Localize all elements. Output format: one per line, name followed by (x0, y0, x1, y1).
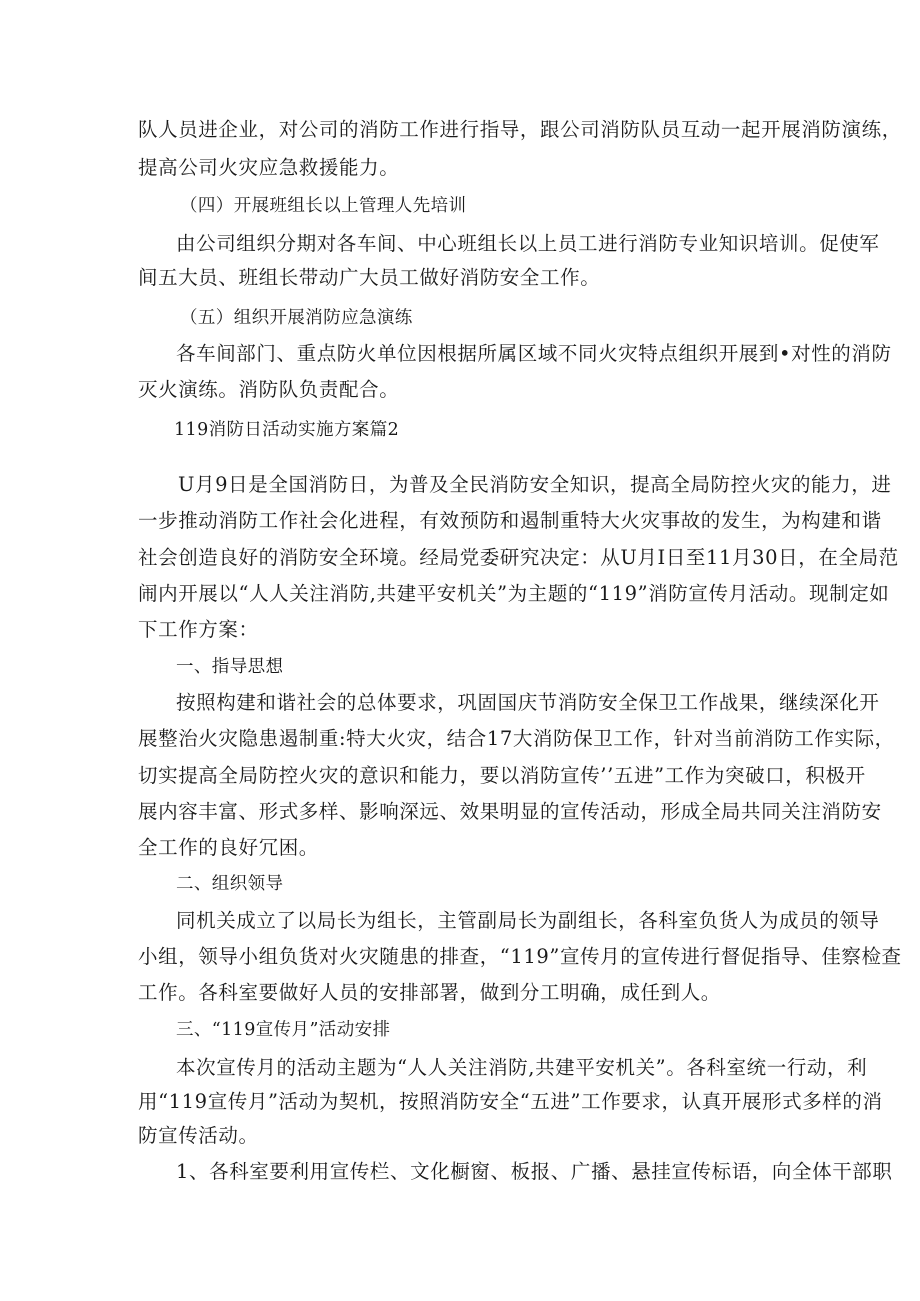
text-line: 展整治火灾隐患遏制重:特大火灾，结合17大消防保卫工作，针对当前消防工作实际， (138, 727, 895, 750)
text-line: 展内容丰富、形式多样、影响深远、效果明显的宣传活动，形成全局共同关注消防安 (138, 800, 882, 823)
text-line: 各车间部门、重点防火单位因根据所属区域不同火灾特点组织开展到•对性的消防 (176, 342, 892, 365)
text-line: 工作。各科室要做好人员的安排部署，做到分工明确，成任到人。 (138, 981, 721, 1004)
text-line: 全工作的良好冗困。 (138, 836, 319, 859)
text-line: 用“119宣传月”活动为契机，按照消防安全“五进”工作要求，认真开展形式多样的消 (138, 1090, 883, 1113)
text-line: 1、各科室要利用宣传栏、文化橱窗、板报、广播、悬挂宣传标语，向全体干部职 (176, 1160, 893, 1183)
text-line: 灭火演练。消防队负责配合。 (138, 378, 400, 401)
text-line: 由公司组织分期对各车间、中心班组长以上员工进行消防专业知识培训。促使军 (176, 232, 880, 255)
text-line: 按照构建和谐社会的总体要求，巩固国庆节消防安全保卫工作战果，继续深化开 (176, 691, 880, 714)
text-line: 社会创造良好的消防安全环境。经局党委研究决定：从U月I日至11月30日，在全局范 (138, 546, 899, 569)
text-line: 间五大员、班组长带动广大员工做好消防安全工作。 (138, 266, 601, 289)
section-heading: （四）开展班组长以上管理人先培训 (180, 196, 467, 216)
section-heading: （五）组织开展消防应急演练 (180, 308, 413, 328)
section-heading: 二、组织领导 (176, 874, 284, 894)
section-heading: 三、“119宣传月”活动安排 (176, 1020, 391, 1040)
text-line: U月9日是全国消防日，为普及全民消防安全知识，提高全局防控火灾的能力，进 (178, 473, 892, 496)
text-line: 切实提高全局防控火灾的意识和能力，要以消防宣传’’五进”工作为突破口，积极开 (138, 764, 866, 787)
section-heading: 一、指导思想 (176, 657, 284, 677)
text-line: 本次宣传月的活动主题为“人人关注消防,共建平安机关”。各科室统一行动，利 (176, 1056, 868, 1079)
text-line: 防宣传活动。 (138, 1124, 259, 1147)
article-title: 119消防日活动实施方案篇2 (174, 420, 400, 440)
text-line: 小组，领导小组负货对火灾随患的排查，“119”宣传月的宣传进行督促指导、佳察检查 (138, 945, 902, 968)
text-line: 同机关成立了以局长为组长，主管副局长为副组长，各科室负货人为成员的领导 (176, 909, 880, 932)
text-line: 闹内开展以“人人关注消防,共建平安机关”为主题的“119”消防宣传月活动。现制定如 (138, 582, 890, 605)
text-line: 提高公司火灾应急救援能力。 (138, 156, 400, 179)
text-line: 下工作方案： (138, 618, 259, 641)
text-line: 队人员进企业，对公司的消防工作进行指导，跟公司消防队员互动一起开展消防演练， (138, 118, 902, 141)
text-line: 一步推动消防工作社会化进程，有效预防和遏制重特大火灾事故的发生，为构建和谐 (138, 509, 882, 532)
